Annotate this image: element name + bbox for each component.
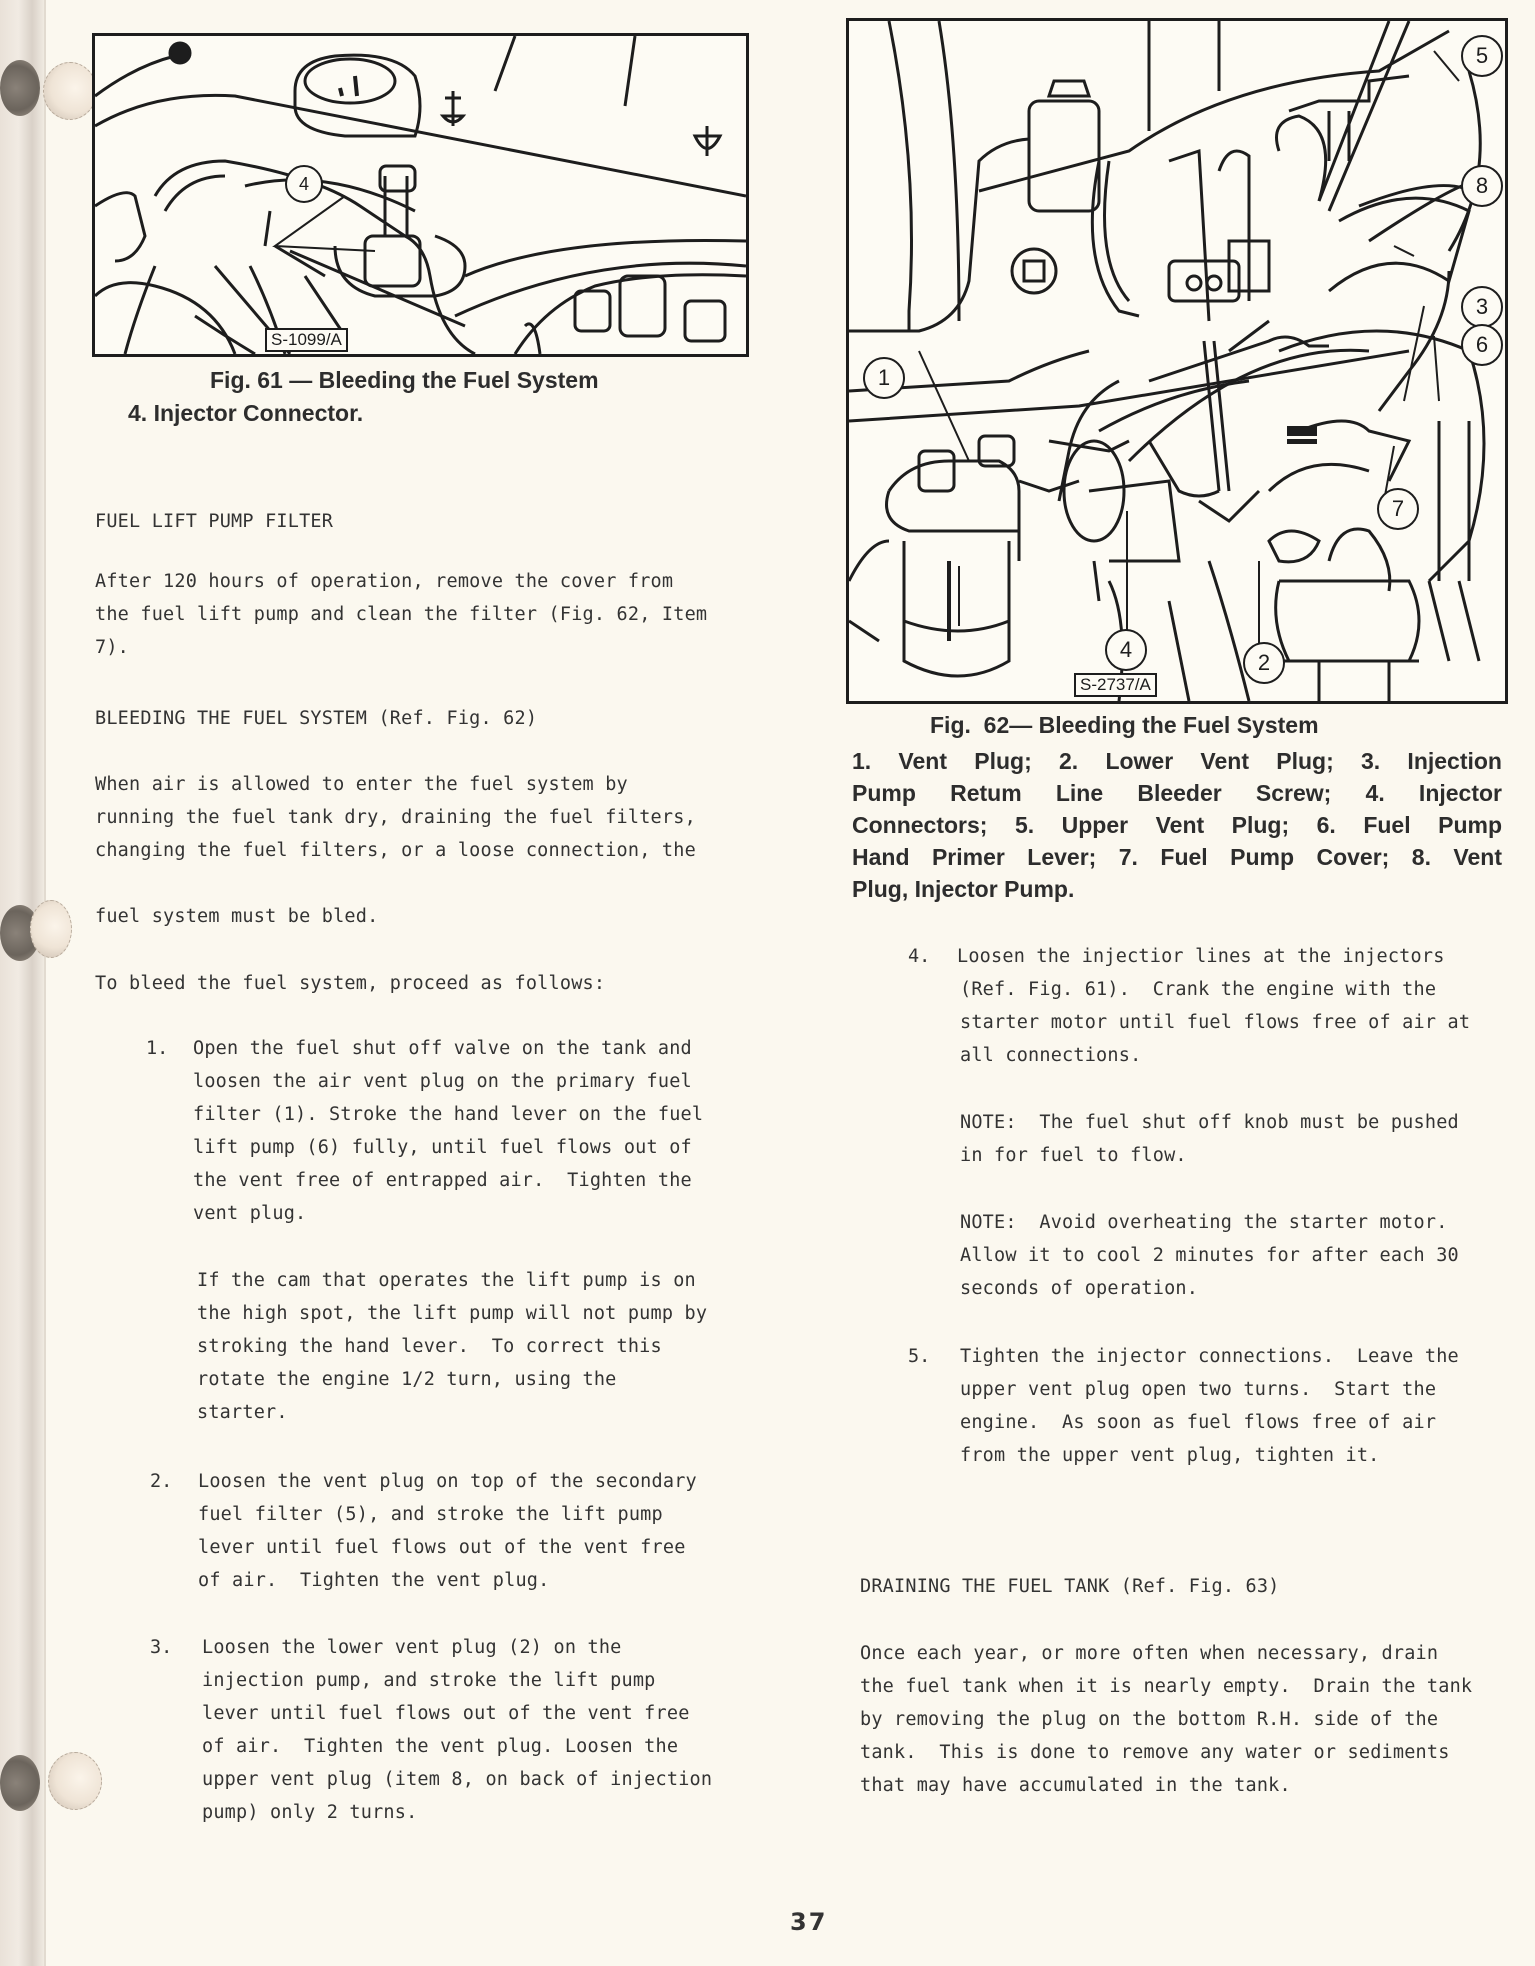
- note-line: Allow it to cool 2 minutes for after each 30: [960, 1245, 1459, 1266]
- step-line: lever until fuel flows out of the vent free: [198, 1537, 686, 1558]
- procedure-intro: To bleed the fuel system, proceed as follows:: [95, 973, 606, 994]
- step-line: upper vent plug (item 8, on back of injection: [202, 1769, 713, 1790]
- step-line: from the upper vent plug, tighten it.: [960, 1445, 1380, 1466]
- punch-hole: [43, 62, 97, 120]
- step-number: 4.: [908, 946, 931, 967]
- step-line: Loosen the injectior lines at the injectors: [957, 946, 1445, 967]
- paragraph-line: by removing the plug on the bottom R.H. side of the: [860, 1709, 1439, 1730]
- step-subnote-line: starter.: [197, 1402, 288, 1423]
- paragraph-line: running the fuel tank dry, draining the fuel filters,: [95, 807, 696, 828]
- note-line: NOTE: Avoid overheating the starter motor.: [960, 1212, 1448, 1233]
- figure-62-callout-7: 7: [1377, 488, 1419, 530]
- step-subnote-line: rotate the engine 1/2 turn, using the: [197, 1369, 617, 1390]
- step-line: of air. Tighten the vent plug.: [198, 1570, 550, 1591]
- step-line: Tighten the injector connections. Leave the: [960, 1346, 1459, 1367]
- step-line: (Ref. Fig. 61). Crank the engine with the: [960, 979, 1437, 1000]
- paragraph-line: the fuel tank when it is nearly empty. Drain the tank: [860, 1676, 1473, 1697]
- figure-62-callout-4: 4: [1105, 629, 1147, 671]
- paragraph-line: 7).: [95, 637, 130, 658]
- figure-62-caption-items: [852, 745, 1502, 905]
- figure-62-callout-2: 2: [1243, 642, 1285, 684]
- step-line: all connections.: [960, 1045, 1142, 1066]
- fuel-system-drawing: [849, 21, 1505, 701]
- step-line: loosen the air vent plug on the primary fuel: [193, 1071, 692, 1092]
- step-subnote-line: If the cam that operates the lift pump is on: [197, 1270, 696, 1291]
- paragraph-line: fuel system must be bled.: [95, 906, 379, 927]
- note-line: in for fuel to flow.: [960, 1145, 1187, 1166]
- figure-62-illustration: [846, 18, 1508, 704]
- binding-strip: [0, 0, 46, 1966]
- step-line: Open the fuel shut off valve on the tank and: [193, 1038, 692, 1059]
- figure-61-caption-title: Fig. 61 — Bleeding the Fuel System: [210, 367, 599, 393]
- step-line: starter motor until fuel flows free of air at: [960, 1012, 1471, 1033]
- step-number: 5.: [908, 1346, 931, 1367]
- paragraph-line: After 120 hours of operation, remove the cover from: [95, 571, 674, 592]
- step-line: engine. As soon as fuel flows free of air: [960, 1412, 1437, 1433]
- paragraph-line: changing the fuel filters, or a loose connection, the: [95, 840, 696, 861]
- figure-62-callout-6: 6: [1461, 324, 1503, 366]
- step-line: filter (1). Stroke the hand lever on the fuel: [193, 1104, 704, 1125]
- paragraph-line: the fuel lift pump and clean the filter (Fig. 62, Item: [95, 604, 708, 625]
- paragraph-line: that may have accumulated in the tank.: [860, 1775, 1291, 1796]
- figure-62-callout-5: 5: [1461, 35, 1503, 77]
- section-heading-draining: DRAINING THE FUEL TANK (Ref. Fig. 63): [860, 1576, 1280, 1597]
- step-line: lift pump (6) fully, until fuel flows out of: [193, 1137, 692, 1158]
- step-number: 1.: [146, 1038, 169, 1059]
- step-line: pump) only 2 turns.: [202, 1802, 418, 1823]
- step-line: fuel filter (5), and stroke the lift pump: [198, 1504, 663, 1525]
- caption-line: Pump Retum Line Bleeder Screw; 4. Injector: [852, 780, 1502, 806]
- paragraph-line: tank. This is done to remove any water or sediments: [860, 1742, 1450, 1763]
- step-line: of air. Tighten the vent plug. Loosen the: [202, 1736, 679, 1757]
- figure-62-callout-8: 8: [1461, 165, 1503, 207]
- figure-62-caption-title: Fig. 62— Bleeding the Fuel System: [930, 712, 1319, 738]
- step-number: 3.: [150, 1637, 173, 1658]
- binding-edge: [44, 0, 46, 1966]
- punch-hole: [30, 900, 72, 958]
- section-heading-fuel-lift-pump-filter: FUEL LIFT PUMP FILTER: [95, 511, 334, 532]
- step-line: the vent free of entrapped air. Tighten the: [193, 1170, 692, 1191]
- step-line: Loosen the lower vent plug (2) on the: [202, 1637, 622, 1658]
- note-line: seconds of operation.: [960, 1278, 1199, 1299]
- step-subnote-line: stroking the hand lever. To correct this: [197, 1336, 662, 1357]
- caption-line: Connectors; 5. Upper Vent Plug; 6. Fuel Pump: [852, 812, 1502, 838]
- step-number: 2.: [150, 1471, 173, 1492]
- step-line: Loosen the vent plug on top of the secondary: [198, 1471, 697, 1492]
- caption-line: 1. Vent Plug; 2. Lower Vent Plug; 3. Injection: [852, 748, 1502, 774]
- punch-hole-shadow: [0, 1755, 40, 1811]
- caption-line: Plug, Injector Pump.: [852, 876, 1075, 902]
- figure-62-callout-3: 3: [1461, 286, 1503, 328]
- step-line: injection pump, and stroke the lift pump: [202, 1670, 656, 1691]
- figure-61-code: S-1099/A: [265, 328, 348, 352]
- punch-hole-shadow: [0, 60, 40, 116]
- section-heading-bleeding: BLEEDING THE FUEL SYSTEM (Ref. Fig. 62): [95, 708, 538, 729]
- step-line: lever until fuel flows out of the vent free: [202, 1703, 690, 1724]
- paragraph-line: Once each year, or more often when necessary, drain: [860, 1643, 1439, 1664]
- page-number: 37: [790, 1908, 828, 1936]
- figure-61-callout: 4: [285, 165, 323, 203]
- step-line: upper vent plug open two turns. Start the: [960, 1379, 1437, 1400]
- paragraph-line: When air is allowed to enter the fuel system by: [95, 774, 628, 795]
- punch-hole: [48, 1752, 102, 1810]
- step-subnote-line: the high spot, the lift pump will not pump by: [197, 1303, 708, 1324]
- figure-62-callout-1: 1: [863, 357, 905, 399]
- caption-line: Hand Primer Lever; 7. Fuel Pump Cover; 8. Vent: [852, 844, 1502, 870]
- figure-61-illustration: [92, 33, 749, 357]
- engine-top-drawing: [95, 36, 746, 354]
- figure-62-code: S-2737/A: [1074, 673, 1157, 697]
- figure-61-caption-items: 4. Injector Connector.: [128, 400, 364, 426]
- note-line: NOTE: The fuel shut off knob must be pushed: [960, 1112, 1459, 1133]
- step-line: vent plug.: [193, 1203, 307, 1224]
